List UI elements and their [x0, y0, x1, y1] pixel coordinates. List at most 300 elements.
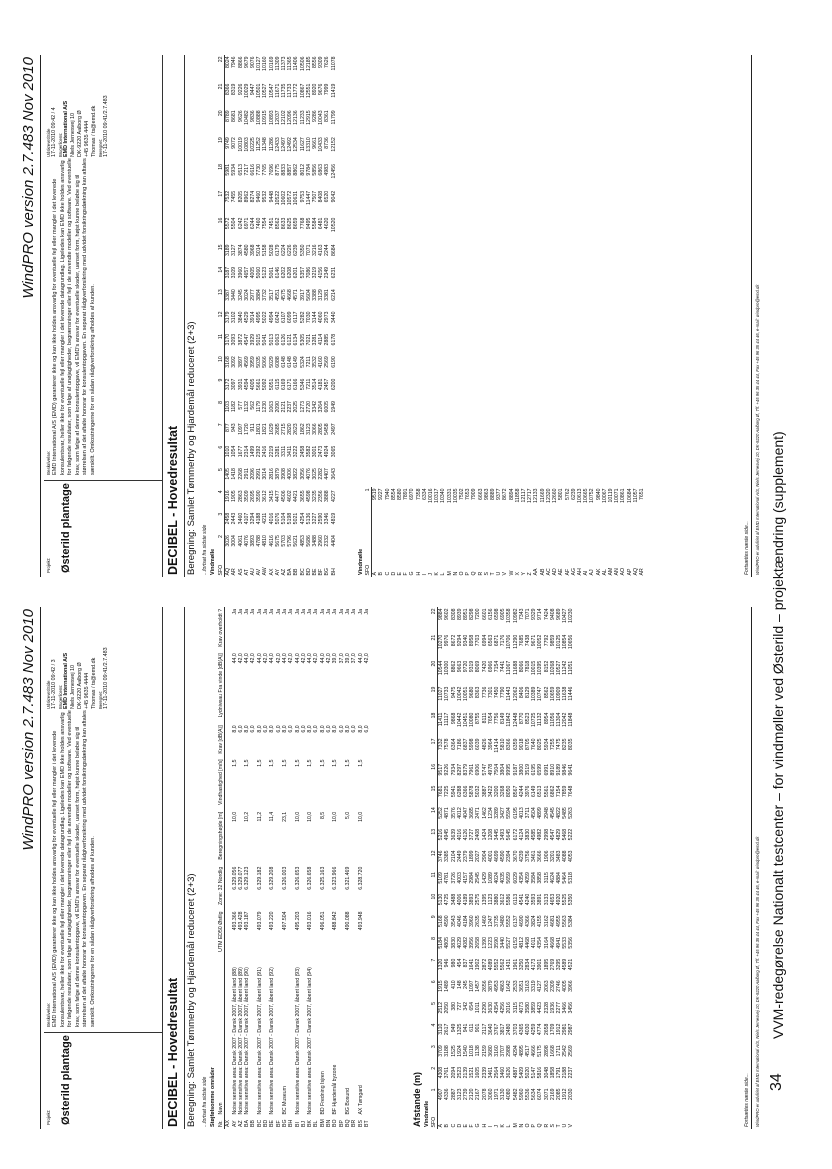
table-cell: K — [500, 1124, 507, 1128]
table-row — [364, 607, 370, 1129]
table-cell: 148 — [456, 980, 463, 989]
table-cell: 2948 — [543, 807, 550, 819]
table-cell: 4181 — [318, 378, 325, 391]
table-cell: 2739 — [463, 1088, 470, 1101]
table-cell: 7648 — [568, 785, 575, 798]
table-cell: 42,0 — [363, 653, 370, 664]
table-cell: 4945 — [444, 828, 451, 841]
column-header: 15 — [431, 784, 438, 806]
table-cell: 943 — [231, 423, 238, 432]
table-cell: 5675 — [274, 535, 281, 547]
table-cell: 5934 — [543, 738, 550, 751]
table-cell: Ja — [237, 609, 244, 615]
table-cell: 8954 — [543, 712, 550, 725]
table-cell: 3488 — [450, 893, 457, 906]
table-cell: BA — [244, 1120, 251, 1127]
table-cell: 3319 — [531, 980, 538, 992]
table-cell: 8684 — [330, 244, 337, 256]
table-cell: 8066 — [518, 660, 525, 673]
table-cell: 3655 — [299, 490, 306, 502]
table-cell: 6.323.966 — [332, 866, 339, 890]
table-cell: Ja — [351, 609, 358, 615]
table-cell: BA — [287, 568, 294, 576]
table-cell: 946 — [444, 958, 451, 968]
table-cell: 4035 — [500, 872, 507, 884]
table-cell: BB — [293, 568, 300, 576]
table-cell: 1,5 — [231, 759, 238, 767]
table-cell: 6966 — [487, 660, 494, 673]
table-cell: 5562 — [500, 958, 507, 971]
table-cell: 1462 — [481, 807, 488, 819]
table-cell: AY — [274, 568, 281, 576]
column-header: 7 — [218, 422, 225, 444]
table-cell: 3168 — [225, 356, 232, 368]
table-cell: 941 — [463, 1023, 470, 1033]
table-cell: 6226 — [287, 244, 294, 256]
table-cell: 3582 — [305, 445, 312, 458]
table-cell: D — [456, 1123, 463, 1128]
column-header: 13 — [218, 288, 225, 310]
table-cell: 4585 — [531, 828, 538, 841]
table-cell: 9517 — [438, 763, 445, 776]
table-cell: 10706 — [506, 634, 513, 650]
table-cell: 42,0 — [263, 653, 270, 664]
table-cell: BG — [324, 568, 331, 576]
table-cell: 2219 — [268, 445, 275, 458]
table-cell: 3289 — [494, 807, 501, 819]
table-cell: 2805 — [318, 423, 325, 435]
column-header: 10 — [431, 892, 438, 914]
table-cell: 9294 — [456, 634, 463, 647]
table-cell: 9863 — [483, 488, 490, 501]
table-cell: 11842 — [506, 712, 513, 727]
table-cell: 10119 — [607, 488, 614, 503]
table-cell: 3227 — [312, 512, 319, 525]
table-cell: 11252 — [256, 137, 263, 152]
table-cell: 654 — [469, 1001, 476, 1011]
table-cell: 9340 — [463, 634, 470, 647]
table-cell: 1924 — [456, 1045, 463, 1057]
table-cell: AE — [558, 568, 565, 576]
table-cell: 10451 — [463, 712, 470, 728]
column-header: 12 — [218, 310, 225, 332]
table-cell: L — [440, 572, 447, 576]
calculated-label: Beregnet: — [98, 138, 103, 157]
disclaimer-text: EMD International A/S (EMD) garanterer ikke og kan ikke holdes ansvarlig for eventuelle fejl eller mangler i det leverede konsulentsvar, heller ikke for eventuelle fejl eller mangler i det leverede datagrundlag. Ligeledes kan EMD ikke holdes ansvarlig for følgende resultater, som følge af unøjagtigheder, begrænsninger eller fejl i de anvendte modeller og software. Ved eventuelle krav, som følge af denne konsulentopgave, vil EMD's ansvar for eventuelle skader, uanset form, højst kunne beløbe sig til størrelsen af det aftalte honorar for konsulentopgaven. En separat rådgiverforsikring med udvidet forsikringsdækning kan aftales særskilt. Omkostningerne for en sådan rådgiverforsikring afholdes af kunden. — [52, 158, 96, 475]
table-cell: 5801 — [558, 488, 565, 501]
table-cell: 3222 — [293, 445, 300, 458]
table-cell: 5136 — [305, 512, 312, 525]
table-cell: BD — [305, 568, 312, 576]
table-cell: 6,0 — [275, 725, 282, 733]
table-cell: U — [562, 1123, 569, 1128]
table-cell: BC Museum — [281, 1086, 288, 1115]
table-cell: AX Tømgard — [357, 1085, 364, 1115]
table-cell: 8,0 — [281, 725, 288, 733]
table-cell: 3960 — [469, 915, 476, 927]
table-cell: 44,0 — [256, 653, 263, 664]
table-cell: BR — [351, 1119, 358, 1127]
table-cell: 4871 — [444, 807, 451, 819]
table-cell: 6137 — [512, 915, 519, 927]
table-cell: 5020 — [525, 1066, 532, 1079]
table-cell: 1916 — [225, 490, 232, 502]
table-cell — [225, 723, 232, 757]
table-cell: 3887 — [481, 785, 488, 798]
table-cell: 6,0 — [313, 725, 320, 733]
table-cell: 1,5 — [344, 759, 351, 767]
table-cell: 7999 — [324, 83, 331, 96]
table-row — [225, 607, 232, 1129]
table-cell: 4624 — [549, 872, 556, 884]
table-cell: 4666 — [531, 1045, 538, 1057]
table-cell: 4365 — [518, 1023, 525, 1036]
column-header: 14 — [218, 265, 225, 287]
table-cell: 6178 — [330, 333, 337, 346]
table-cell: Ja — [288, 609, 295, 615]
table-cell: 3060 — [487, 1088, 494, 1101]
table-cell: 4211 — [262, 512, 269, 524]
table-cell: 5960 — [518, 1088, 525, 1101]
table-cell: 3411 — [287, 445, 294, 457]
table-cell: 3670 — [512, 850, 519, 863]
table-cell: 10427 — [562, 608, 569, 623]
table-cell: 496.051 — [319, 911, 326, 931]
table-cell: 7703 — [475, 634, 482, 647]
table-cell: 1179 — [256, 400, 263, 413]
table-cell: T — [556, 1124, 563, 1128]
table-cell: Q — [471, 571, 478, 576]
table-cell: 2695 — [250, 490, 257, 502]
table-cell: 8,5 — [319, 811, 326, 820]
table-cell: 12433 — [274, 137, 281, 152]
company-name: EMD International A/S — [63, 100, 69, 157]
table-cell: 10631 — [293, 190, 300, 206]
licensed-label: Brugerlicens: — [58, 684, 63, 709]
table-cell: BF — [275, 1120, 282, 1127]
table-cell: 7891 — [403, 488, 410, 501]
table-cell: 4076 — [243, 535, 250, 547]
table-cell: 8951 — [463, 608, 470, 621]
table-cell: 3879 — [487, 980, 494, 992]
table-cell: 6039 — [475, 738, 482, 751]
noise-area-group-label: Støjfølsomme områder — [210, 1067, 216, 1127]
table-cell: Noise sensitive area: Dansk 2007 - Dansk 2007, åbent land (93) — [294, 967, 301, 1115]
table-cell: Ja — [250, 609, 257, 615]
table-cell: 5645 — [506, 828, 513, 841]
table-cell: AZ — [281, 568, 288, 576]
table-cell: 3201 — [549, 850, 556, 863]
table-cell: 6.329.056 — [231, 866, 238, 890]
table-cell: 7532 — [225, 190, 232, 203]
table-cell: 493.016 — [307, 911, 314, 931]
table-cell: 7654 — [487, 712, 494, 725]
table-cell: 4404 — [330, 535, 337, 547]
table-cell: 8625 — [287, 217, 294, 230]
table-cell: 5021 — [293, 512, 300, 525]
table-cell: 493.220 — [269, 911, 276, 931]
table-cell: 11799 — [330, 110, 337, 125]
table-cell: 6,0 — [250, 725, 257, 733]
table-cell: V — [568, 1124, 575, 1128]
table-cell: AX — [268, 568, 275, 576]
table-cell: 6520 — [324, 190, 331, 203]
table-cell: 10506 — [299, 56, 306, 71]
table-cell: 7211 — [305, 378, 312, 390]
table-cell: 7578 — [444, 738, 451, 751]
table-cell: 3129 — [318, 289, 325, 301]
table-cell: 3445 — [494, 828, 501, 841]
table-cell: Noise sensitive area: Dansk 2007 - Dansk 2007, åbent land (94) — [307, 967, 314, 1115]
table-cell — [225, 909, 232, 956]
column-header: 20 — [218, 109, 225, 136]
table-cell: 3761 — [444, 1066, 451, 1079]
table-cell: 8833 — [281, 164, 288, 176]
table-cell: BC — [256, 1119, 263, 1127]
table-cell: 6117 — [293, 311, 300, 323]
table-cell: 8857 — [287, 164, 294, 176]
column-header: 16 — [431, 762, 438, 784]
table-cell: 6107 — [281, 311, 288, 324]
table-cell: 2027 — [475, 850, 482, 863]
table-cell: 488.842 — [332, 911, 339, 931]
table-cell: O — [459, 571, 466, 576]
table-cell: 9680 — [469, 686, 476, 699]
table-cell: 7640 — [531, 738, 538, 751]
printed-label: Udskrevet/Side — [46, 680, 51, 709]
table-cell: 8894 — [508, 488, 515, 501]
table-cell: 342 — [463, 1001, 470, 1011]
table-cell: 5504 — [231, 217, 238, 230]
table-cell: 2973 — [324, 311, 331, 324]
project-label: Projekt: — [46, 1109, 51, 1125]
phone: +45 9635 4444 — [84, 120, 90, 157]
table-cell: 4189 — [463, 893, 470, 906]
table-cell: 5263 — [568, 807, 575, 819]
table-row — [639, 487, 645, 577]
table-cell: BL — [313, 1120, 320, 1127]
table-cell: Noise sensitive area: Dansk 2007 - Dansk 2007, åbent land (88) — [231, 967, 238, 1115]
table-cell: 3381 — [324, 289, 331, 301]
email: Thomas / ts@emd.dk — [91, 657, 97, 709]
table-cell: 11056 — [549, 712, 556, 727]
table-cell: 8755 — [475, 712, 482, 725]
table-cell: 9676 — [318, 83, 325, 96]
table-cell: 5109 — [438, 872, 445, 884]
table-cell: 10613 — [576, 488, 583, 503]
table-cell: 577 — [237, 400, 244, 410]
table-cell: 3123 — [456, 1088, 463, 1101]
table-cell: 1862 — [299, 423, 306, 435]
table-cell: 2392 — [256, 445, 263, 458]
table-cell: 2885 — [324, 333, 331, 346]
table-cell: 10527 — [556, 660, 563, 676]
table-cell: 2715 — [281, 423, 288, 435]
table-cell: 1,5 — [319, 759, 326, 767]
table-cell: 8,0 — [269, 725, 276, 733]
table-cell: 1642 — [506, 980, 513, 992]
table-cell: 3092 — [231, 356, 238, 368]
table-cell: 1961 — [512, 958, 519, 971]
table-cell: 8,0 — [231, 725, 238, 733]
table-cell: 10747 — [537, 686, 544, 702]
table-cell: 8562 — [274, 217, 281, 230]
table-cell: BK — [307, 1120, 314, 1127]
table-cell: X — [514, 572, 521, 576]
table-cell: 6115 — [274, 378, 281, 390]
table-cell: 11733 — [287, 83, 294, 98]
table-cell: 3388 — [312, 289, 319, 301]
table-cell: 5029 — [268, 356, 275, 368]
column-header: 20 — [431, 659, 438, 685]
table-cell: 1915 — [438, 980, 445, 992]
table-cell: 11242 — [562, 660, 569, 675]
table-cell: 5282 — [299, 311, 306, 324]
table-cell: 6.329.208 — [269, 866, 276, 890]
table-cell: 9671 — [531, 634, 538, 647]
table-cell — [364, 956, 370, 1116]
table-cell: 5796 — [287, 535, 294, 547]
table-cell: 5661 — [256, 378, 263, 391]
table-cell: 10915 — [262, 110, 269, 125]
table-cell: 1320 — [438, 958, 445, 971]
table-cell: 8659 — [293, 217, 300, 230]
distance-table-2-wrap — [365, 487, 740, 577]
table-cell: 4468 — [525, 937, 532, 949]
table-cell: 5222 — [568, 828, 575, 841]
table-cell: 7176 — [500, 634, 507, 647]
table-cell: 3931 — [237, 378, 244, 391]
table-cell: 6.329.123 — [244, 866, 251, 890]
table-cell: 5981 — [225, 164, 232, 176]
table-cell: 6481 — [318, 217, 325, 230]
table-cell: 3130 — [500, 1088, 507, 1101]
table-cell: 2569 — [324, 356, 331, 368]
table-cell: 44,0 — [294, 653, 301, 664]
table-cell: 2523 — [456, 1066, 463, 1079]
table-cell: 1431 — [506, 958, 513, 971]
table-cell: 3460 — [500, 1066, 507, 1079]
table-cell: 4421 — [293, 490, 300, 502]
table-cell: 6905 — [500, 608, 507, 621]
table-cell: 3342 — [312, 400, 319, 413]
table-cell: BG — [281, 1119, 288, 1127]
table-cell: 10527 — [262, 83, 269, 99]
table-cell: 5584 — [312, 217, 319, 230]
table-cell: 4407 — [324, 468, 331, 480]
table-cell: 11671 — [274, 83, 281, 98]
table-cell: 4124 — [518, 828, 525, 841]
table-cell: 3543 — [450, 915, 457, 927]
table-cell: 6121 — [287, 333, 294, 346]
table-cell: 1902 — [475, 958, 482, 971]
table-cell: 5816 — [537, 1066, 544, 1079]
column-header: 19 — [431, 685, 438, 711]
table-cell: 5198 — [287, 512, 294, 525]
table-cell: 1,5 — [256, 759, 263, 767]
table-cell: 8205 — [237, 190, 244, 203]
table-cell: 3164 — [543, 937, 550, 949]
table-cell: 6.325.163 — [319, 866, 326, 890]
table-cell: 2977 — [250, 289, 257, 301]
table-cell: 3830 — [525, 828, 532, 841]
table-cell: 10520 — [330, 217, 337, 233]
table-cell: 10230 — [568, 608, 575, 623]
distance-group-label-2: Vindmølle — [358, 548, 364, 575]
table-cell: 611 — [469, 1023, 476, 1032]
table-cell: 5015 — [256, 333, 263, 346]
table-cell: 4024 — [494, 872, 501, 884]
table-cell: 6149 — [531, 785, 538, 798]
table-cell: 3440 — [500, 937, 507, 949]
table-cell: 1,5 — [244, 759, 251, 767]
table-cell: 3914 — [250, 311, 257, 324]
table-cell: 9319 — [469, 660, 476, 673]
table-cell: 2984 — [469, 872, 476, 884]
table-cell: 6179 — [274, 244, 281, 256]
table-cell: L — [506, 1124, 513, 1128]
table-cell: AG — [570, 568, 577, 576]
table-cell: 3746 — [438, 850, 445, 863]
table-cell: 7441 — [500, 660, 507, 673]
table-cell: 2512 — [438, 1001, 445, 1014]
table-cell: 3026 — [225, 535, 232, 547]
table-cell: 3415 — [268, 490, 275, 502]
table-cell: 8025 — [537, 738, 544, 751]
table-cell: 2542 — [562, 1045, 569, 1057]
table-cell: 6906 — [475, 763, 482, 776]
table-cell: 11067 — [506, 660, 513, 675]
table-cell: 7154 — [494, 660, 501, 673]
table-cell: 7343 — [518, 608, 525, 621]
table-cell: 9753 — [299, 190, 306, 203]
table-cell: 9714 — [537, 608, 544, 621]
table-cell: AF — [564, 568, 571, 576]
table-cell — [225, 651, 232, 723]
table-cell: 9042 — [330, 190, 337, 203]
table-cell: 12037 — [274, 110, 281, 125]
table-cell: 9447 — [250, 83, 257, 96]
disclaimer-text: EMD International A/S (EMD) garanterer ikke og kan ikke holdes ansvarlig for eventuelle fejl eller mangler i det leverede konsulentsvar, heller ikke for eventuelle fejl eller mangler i det leverede datagrundlag. Ligeledes kan EMD ikke holdes ansvarlig for følgende resultater, som følge af unøjagtigheder, begrænsninger eller fejl i de anvendte modeller og software. Ved eventuelle krav, som følge af denne konsulentopgave, vil EMD's ansvar for eventuelle skader, uanset form, højst kunne beløbe sig til størrelsen af det aftalte honorar for konsulentopgaven. En separat rådgiverforsikring med udvidet forsikringsdækning kan aftales særskilt. Omkostningerne for en sådan rådgiverforsikring afholdes af kunden. — [52, 710, 96, 1027]
table-cell: 8235 — [562, 738, 569, 751]
distance-table — [431, 607, 575, 1129]
table-cell: 2282 — [318, 468, 325, 480]
address-line-2: DK-9220 Aalborg Ø — [77, 110, 83, 157]
table-cell: 3840 — [237, 311, 244, 324]
table-cell — [364, 909, 370, 956]
distance-group-label: Vindmølle — [424, 1100, 430, 1127]
table-cell: 4826 — [481, 738, 488, 751]
table-cell: 3666 — [537, 850, 544, 863]
table-cell: 5409 — [518, 1066, 525, 1079]
table-cell: 9227 — [378, 488, 385, 501]
table-cell: 5014 — [256, 244, 263, 256]
table-cell: 4924 — [324, 445, 331, 458]
column-header: 12 — [431, 849, 438, 871]
table-cell: 4982 — [537, 828, 544, 841]
table-cell: 7424 — [543, 608, 550, 621]
table-cell: 9679 — [243, 56, 250, 69]
table-cell: 5184 — [438, 937, 445, 949]
table-cell: 3216 — [312, 244, 319, 256]
table-cell: 2268 — [237, 468, 244, 480]
column-header: 11 — [218, 332, 225, 354]
table-cell: 4517 — [525, 1045, 532, 1057]
table-cell: BH — [330, 568, 337, 576]
table-cell: 2623 — [293, 423, 300, 435]
table-cell: 3517 — [268, 289, 275, 301]
table-cell: A — [372, 572, 379, 576]
